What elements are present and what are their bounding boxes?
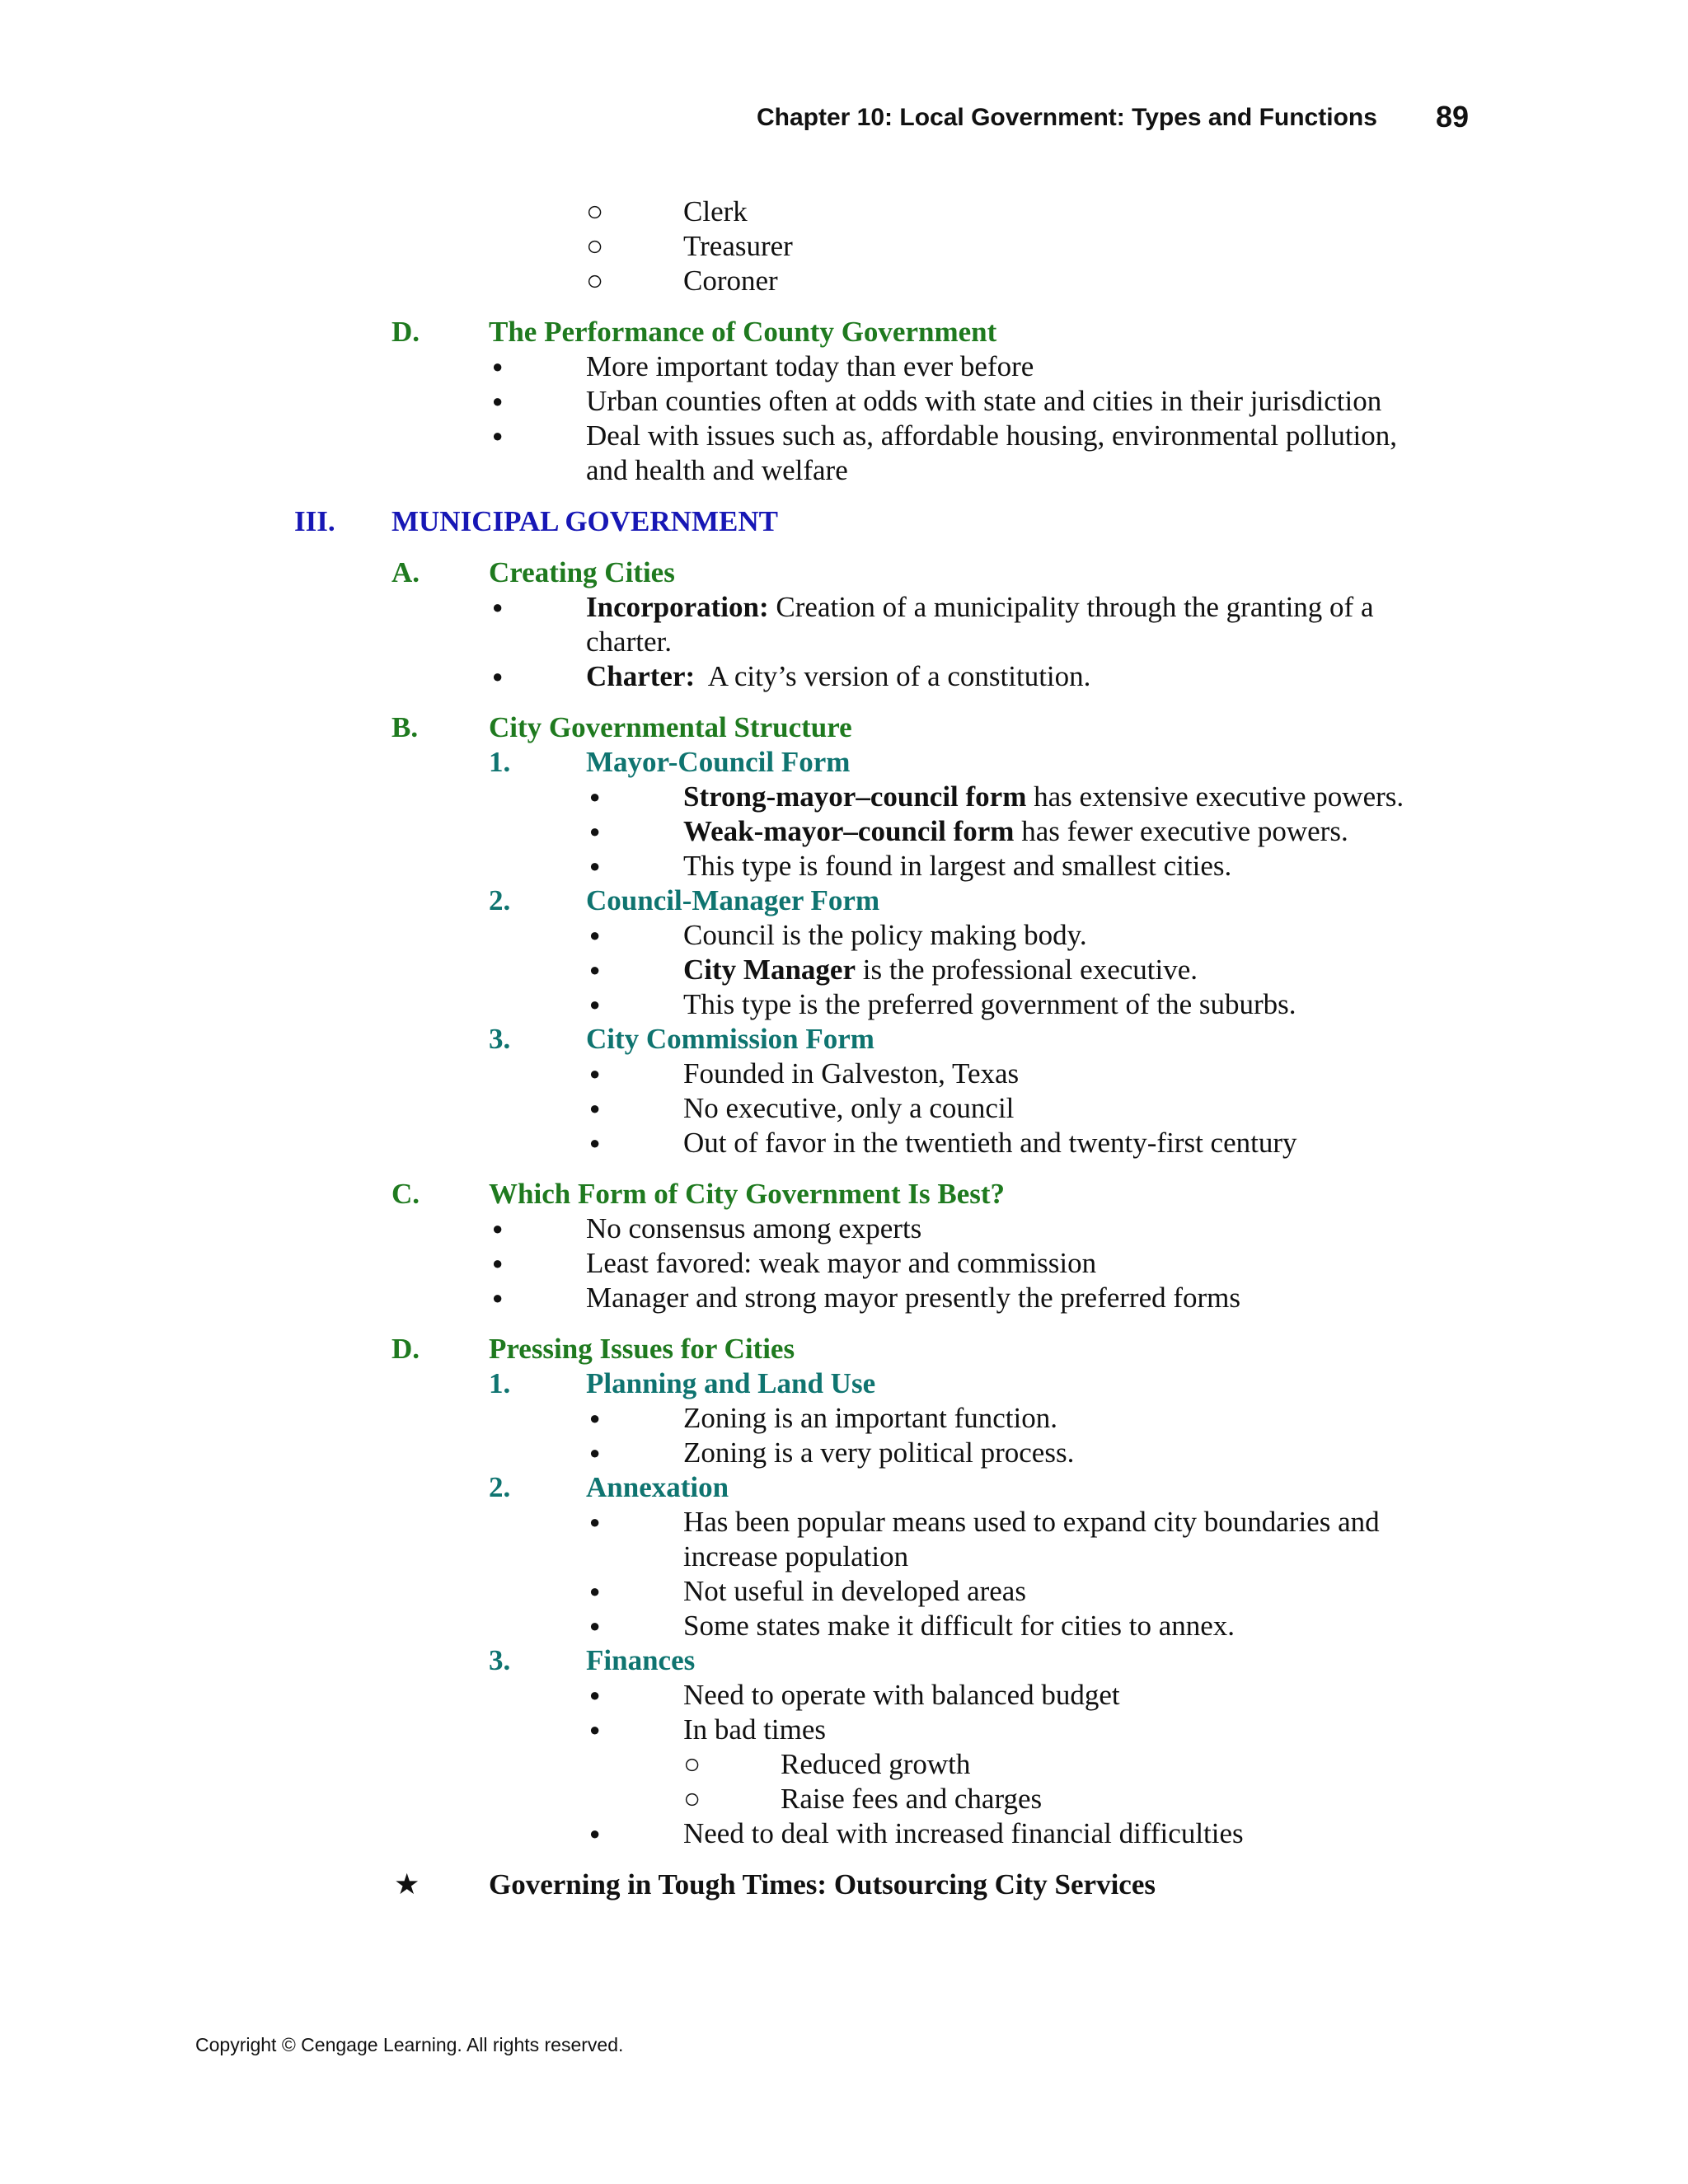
section-marker: D. (392, 316, 420, 348)
circle-bullet-icon: ○ (586, 265, 604, 297)
subsection-marker: 3. (489, 1644, 511, 1676)
bullet-icon: ● (589, 1511, 601, 1532)
bullet-icon: ● (492, 356, 504, 377)
section-title: City Governmental Structure (489, 711, 852, 743)
page-number: 89 (1436, 100, 1470, 134)
list-item-text: Need to deal with increased financial difficulties (683, 1817, 1244, 1849)
list-item-text: Deal with issues such as, affordable housing, environmental pollution, and health and welfare (586, 419, 1398, 486)
term: Charter: (586, 660, 696, 692)
list-item (0, 953, 1688, 987)
circle-bullet-icon: ○ (586, 195, 604, 227)
bullet-icon: ● (589, 1132, 601, 1153)
subsection-heading (0, 745, 1688, 780)
bullet-icon: ● (589, 786, 601, 807)
list-item (0, 1436, 1688, 1470)
list-item-text: No executive, only a council (683, 1092, 1015, 1124)
subsection-heading (0, 1470, 1688, 1505)
list-item-text: Clerk (683, 195, 748, 227)
list-item (0, 659, 1688, 694)
section-marker: III. (294, 505, 335, 537)
bullet-icon: ● (589, 994, 601, 1015)
circle-bullet-icon: ○ (586, 230, 604, 262)
subsection-marker: 2. (489, 884, 511, 916)
bullet-icon: ● (492, 425, 504, 446)
list-item (0, 1678, 1688, 1713)
bullet-icon: ● (589, 821, 601, 841)
list-item-text (683, 814, 1441, 849)
list-item (0, 918, 1688, 953)
subsection-title: Annexation (586, 1471, 729, 1503)
list-item-text (683, 780, 1441, 814)
list-item (0, 1126, 1688, 1160)
bullet-icon: ● (589, 959, 601, 980)
subsection-heading (0, 883, 1688, 918)
list-item-text: This type is found in largest and smallest cities. (683, 850, 1232, 882)
section-title: The Performance of County Government (489, 316, 997, 348)
list-item-text: Manager and strong mayor presently the preferred forms (586, 1282, 1241, 1314)
bullet-icon: ● (492, 1218, 504, 1239)
section-heading (0, 710, 1688, 745)
definition: has extensive executive powers. (1026, 780, 1404, 813)
list-item-text: Has been popular means used to expand city boundaries and increase population (683, 1506, 1380, 1572)
list-item (0, 1747, 1688, 1782)
list-item-text: In bad times (683, 1713, 827, 1746)
term: Incorporation: (586, 591, 769, 623)
subsection-heading (0, 1022, 1688, 1057)
list-item-text: This type is the preferred government of the suburbs. (683, 988, 1296, 1020)
list-item-text (586, 590, 1441, 659)
bullet-icon: ● (589, 1719, 601, 1740)
section-title: Creating Cities (489, 556, 675, 588)
running-header-title: Chapter 10: Local Government: Types and Functions (757, 104, 1377, 131)
list-item (0, 1212, 1688, 1246)
bullet-icon: ● (589, 1442, 601, 1463)
section-title: Pressing Issues for Cities (489, 1333, 795, 1365)
list-item (0, 1057, 1688, 1091)
bullet-icon: ● (589, 1098, 601, 1118)
list-item-text: Some states make it difficult for cities to annex. (683, 1610, 1236, 1642)
term: Weak-mayor–council form (683, 815, 1015, 847)
list-item (0, 1574, 1688, 1609)
feature-box-heading (0, 1868, 1688, 1902)
list-item (0, 1713, 1688, 1747)
feature-title: Governing in Tough Times: Outsourcing City Services (489, 1868, 1156, 1900)
list-item (0, 849, 1688, 883)
star-icon: ★ (394, 1868, 420, 1900)
list-item (0, 1816, 1688, 1851)
list-item (0, 229, 1688, 264)
list-item (0, 1782, 1688, 1816)
term: Strong-mayor–council form (683, 780, 1027, 813)
list-item-text: More important today than ever before (586, 350, 1034, 382)
bullet-icon: ● (589, 925, 601, 945)
list-item-text: Not useful in developed areas (683, 1575, 1026, 1607)
list-item-text: Least favored: weak mayor and commission (586, 1247, 1097, 1279)
section-heading (0, 555, 1688, 590)
list-item (0, 814, 1688, 849)
list-item-text: Raise fees and charges (781, 1783, 1043, 1815)
outline-body (0, 194, 1688, 1902)
list-item-text: Zoning is a very political process. (683, 1436, 1075, 1469)
subsection-title: Mayor-Council Form (586, 746, 851, 778)
definition: A city’s version of a constitution. (695, 660, 1091, 692)
subsection-marker: 2. (489, 1471, 511, 1503)
subsection-title: Planning and Land Use (586, 1367, 876, 1399)
list-item-text: Reduced growth (781, 1748, 971, 1780)
copyright-footer: Copyright © Cengage Learning. All rights reserved. (195, 2034, 624, 2055)
definition: is the professional executive. (855, 954, 1198, 986)
section-marker: D. (392, 1333, 420, 1365)
list-item (0, 590, 1688, 659)
section-title: Which Form of City Government Is Best? (489, 1178, 1006, 1210)
subsection-marker: 3. (489, 1023, 511, 1055)
bullet-icon: ● (589, 1685, 601, 1705)
list-item-text: Out of favor in the twentieth and twenty-first century (683, 1127, 1297, 1159)
list-item (0, 1281, 1688, 1315)
bullet-icon: ● (589, 1063, 601, 1084)
section-marker: C. (392, 1178, 420, 1210)
list-item (0, 780, 1688, 814)
subsection-title: City Commission Form (586, 1023, 874, 1055)
subsection-heading (0, 1643, 1688, 1678)
list-item-text: Founded in Galveston, Texas (683, 1057, 1020, 1090)
bullet-icon: ● (589, 1408, 601, 1428)
list-item (0, 349, 1688, 384)
definition: has fewer executive powers. (1014, 815, 1348, 847)
circle-bullet-icon: ○ (683, 1783, 701, 1815)
bullet-icon: ● (492, 666, 504, 687)
list-item (0, 194, 1688, 229)
section-heading (0, 1177, 1688, 1212)
section-heading (0, 1332, 1688, 1366)
list-item (0, 1246, 1688, 1281)
list-item-text: Treasurer (683, 230, 793, 262)
subsection-marker: 1. (489, 746, 511, 778)
bullet-icon: ● (589, 1615, 601, 1636)
chapter-section-heading (0, 504, 1688, 539)
list-item-text (586, 659, 1441, 694)
subsection-title: Finances (586, 1644, 696, 1676)
list-item (0, 419, 1688, 488)
list-item (0, 264, 1688, 298)
list-item-text: Urban counties often at odds with state and cities in their jurisdiction (586, 385, 1382, 417)
section-marker: A. (392, 556, 420, 588)
bullet-icon: ● (492, 391, 504, 411)
list-item (0, 1091, 1688, 1126)
bullet-icon: ● (492, 1287, 504, 1308)
list-item-text: Need to operate with balanced budget (683, 1679, 1120, 1711)
list-item (0, 1401, 1688, 1436)
list-item-text: Zoning is an important function. (683, 1402, 1057, 1434)
term: City Manager (683, 954, 856, 986)
subsection-marker: 1. (489, 1367, 511, 1399)
circle-bullet-icon: ○ (683, 1748, 701, 1780)
list-item (0, 1609, 1688, 1643)
list-item-text (683, 953, 1441, 987)
list-item (0, 384, 1688, 419)
list-item (0, 987, 1688, 1022)
section-marker: B. (392, 711, 419, 743)
list-item (0, 1505, 1688, 1574)
bullet-icon: ● (589, 855, 601, 876)
bullet-icon: ● (589, 1823, 601, 1844)
bullet-icon: ● (492, 597, 504, 617)
section-title: MUNICIPAL GOVERNMENT (392, 505, 778, 537)
list-item-text: Coroner (683, 265, 778, 297)
subsection-title: Council-Manager Form (586, 884, 880, 916)
list-item-text: Council is the policy making body. (683, 919, 1087, 951)
definition: Creation of a municipality through the granting of a charter. (586, 591, 1374, 658)
section-heading (0, 315, 1688, 349)
subsection-heading (0, 1366, 1688, 1401)
list-item-text: No consensus among experts (586, 1212, 922, 1244)
bullet-icon: ● (492, 1253, 504, 1273)
bullet-icon: ● (589, 1581, 601, 1601)
